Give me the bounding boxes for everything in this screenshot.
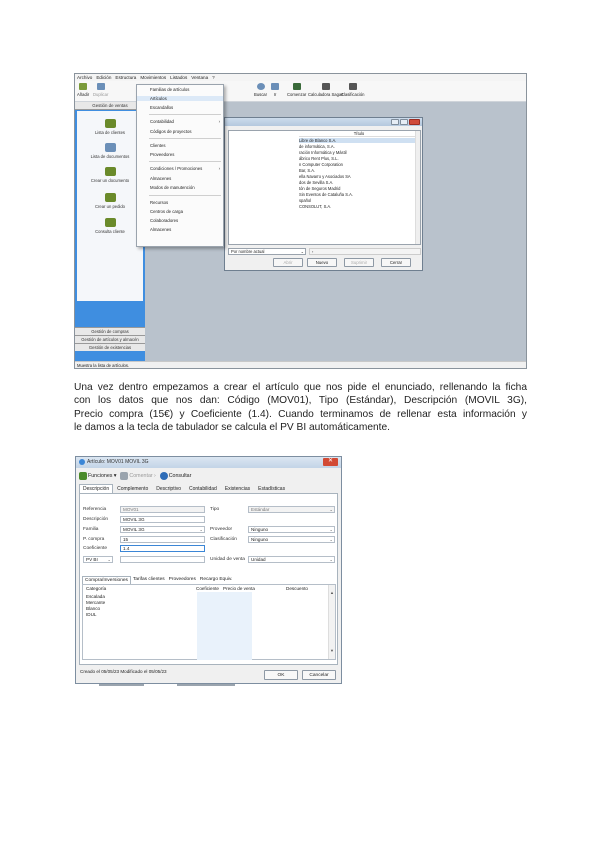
sidebar-item-create-document[interactable] (77, 167, 143, 183)
type-select-value: Estándar (251, 507, 270, 512)
page-icon (120, 472, 128, 480)
list-item[interactable]: tón de Seguros Madrid (299, 186, 341, 191)
sidebar-item-label: Consulta cliente (95, 229, 125, 234)
menu-archivo[interactable]: Archivo (77, 75, 93, 80)
list-item[interactable]: de informática, S.A. (299, 144, 335, 149)
documents-icon (105, 143, 116, 152)
purchase-price-field[interactable]: 15 (120, 536, 205, 543)
pvbi-field[interactable] (120, 556, 205, 563)
menu-item-collaborators[interactable]: Colaboradores (150, 218, 179, 223)
menu-listados[interactable]: Listados (170, 75, 188, 80)
grid-header-discount[interactable]: Descuento (286, 586, 308, 591)
new-button[interactable]: Nuevo (307, 258, 337, 267)
vertical-scrollbar[interactable] (415, 131, 420, 244)
sidebar-item-document-list[interactable] (77, 143, 143, 159)
delete-button[interactable]: Suprimir (344, 258, 374, 267)
table-row[interactable]: Escalada (86, 594, 105, 599)
instruction-paragraph (74, 381, 527, 435)
menu-separator (149, 114, 221, 115)
sidebar-item-client-list[interactable] (77, 119, 143, 135)
menu-separator (149, 161, 221, 162)
grid-column-highlight (197, 592, 252, 660)
tab-accounting[interactable]: Contabilidad (189, 486, 217, 492)
sidebar-item-label: Crear un pedido (94, 204, 126, 209)
calendar-icon (349, 83, 357, 90)
menu-item-accounting[interactable]: Contabilidad (150, 119, 174, 124)
status-bar: Muestra la lista de artículos. (75, 361, 526, 368)
family-select[interactable] (120, 526, 205, 533)
toolbar-search-button[interactable] (254, 83, 267, 97)
menu-item-load-centers[interactable]: Centros de carga (150, 209, 183, 214)
list-item[interactable]: Sin Eventos de Cataluña S.A. (299, 192, 353, 197)
menu-separator (149, 195, 221, 196)
menu-item-handling-modes[interactable]: Modos de manutención (150, 185, 195, 190)
toolbar-calculator-button[interactable] (308, 83, 343, 97)
ok-button[interactable]: OK (264, 670, 298, 680)
tab-stock[interactable]: Existencias (224, 486, 251, 492)
sidebar-section-stock[interactable]: Gestión de existencias (75, 343, 145, 351)
paragraph-line: Una vez dentro empezamos a crear el artículo que nos pide el enunciado, rellenando la ficha (74, 382, 527, 393)
toolbar-classification-button[interactable] (341, 83, 365, 97)
sidebar-item-label: Lista de clientes (94, 130, 126, 135)
toolbar-label: Funciones (88, 472, 113, 479)
scroll-up-icon[interactable]: ▲ (330, 590, 334, 595)
close-icon[interactable]: ✕ (323, 458, 338, 466)
list-item[interactable]: Bar, S.A. (299, 168, 316, 173)
description-field[interactable]: MOVIL 3G (120, 516, 205, 523)
paragraph-line: Precio compra (15€) y Coeficiente (1.4). Cuando terminamos de rellenar esta información y (74, 408, 527, 420)
globe-icon (160, 472, 168, 480)
open-button[interactable]: Abrir (273, 258, 303, 267)
menu-item-escandallos[interactable]: Escandallos (150, 105, 174, 110)
paragraph-line: con los datos que nos dan: Código (MOV01), Tipo (Estándar), Descripción (MOVIL 3G), (74, 395, 527, 407)
menu-separator (149, 138, 221, 139)
client-icon (105, 218, 116, 227)
consult-button[interactable] (160, 472, 192, 480)
toolbar-go-button[interactable] (271, 83, 279, 97)
order-icon (105, 193, 116, 202)
toolbar-start-button[interactable] (287, 83, 306, 97)
cancel-button[interactable]: Cancelar (302, 670, 336, 680)
pvbi-select[interactable] (83, 556, 113, 563)
pricing-grid (82, 584, 336, 660)
chevron-right-icon: › (153, 472, 156, 479)
sidebar-item-label: Crear un documento (90, 178, 130, 183)
client-list-dialog (224, 117, 423, 271)
tab-descriptive[interactable]: Descriptivo (156, 486, 181, 492)
menu-item-clients[interactable]: Clientes (150, 143, 166, 148)
close-button[interactable]: Cerrar (381, 258, 411, 267)
menu-item-project-codes[interactable]: Códigos de proyectos (150, 129, 192, 134)
chevron-left-icon: ‹ (312, 249, 314, 254)
invoice-icon (105, 119, 116, 128)
type-select[interactable] (248, 506, 335, 513)
table-row[interactable]: Mercante (86, 600, 106, 605)
estructura-dropdown-menu (136, 84, 224, 247)
functions-button[interactable] (79, 472, 116, 480)
list-item[interactable]: spañol (299, 198, 312, 203)
chevron-down-icon: ⌄ (329, 537, 333, 542)
calculator-icon (322, 83, 330, 90)
menu-item-warehouses-2[interactable]: Almacenes (150, 227, 172, 232)
new-document-icon (105, 167, 116, 176)
toolbar-add-button[interactable] (77, 83, 89, 97)
pricing-subtabs (82, 576, 234, 584)
toolbar-label: Consultar (168, 472, 192, 479)
menu-item-suppliers[interactable]: Proveedores (150, 152, 175, 157)
window-title-bar (76, 457, 341, 468)
list-item[interactable]: ella Navarro y Asociados SA (299, 174, 351, 179)
subtab-client-rates[interactable]: Tarifas clientes (132, 577, 165, 582)
search-icon (257, 83, 265, 90)
cropped-window-edge (99, 684, 239, 687)
purchase-price-label: P. compra (83, 537, 105, 542)
grid-header-sale-price[interactable]: Precio de venta (223, 586, 255, 591)
chevron-right-icon: › (218, 119, 220, 124)
description-label: Descripción (83, 517, 109, 522)
menu-edicion[interactable]: Edición (96, 75, 112, 80)
sidebar-section-sales[interactable]: Gestión de ventas (75, 102, 145, 110)
app-icon (79, 459, 85, 465)
coefficient-label: Coeficiente (83, 546, 107, 551)
navigation-sidebar (75, 102, 145, 369)
menu-item-resources[interactable]: Recursos (150, 200, 169, 205)
chevron-down-icon: ⌄ (107, 557, 111, 562)
close-icon[interactable] (409, 119, 420, 125)
menu-bar (75, 74, 526, 81)
toolbar-duplicate-button[interactable] (93, 83, 108, 97)
classification-label: Clasificación (210, 537, 237, 542)
menu-estructura[interactable]: Estructura (115, 75, 137, 80)
basket-icon (293, 83, 301, 90)
window-title: Artículo: MOV01 MOVIL 3G (87, 459, 149, 465)
menu-item-conditions-promotions[interactable]: Condiciones / Promociones (150, 166, 203, 171)
screenshot-software-main-window (74, 73, 527, 369)
list-item[interactable]: Libre de Blanco S.A. (299, 138, 417, 143)
sort-combo-value: Por nombre actual (231, 249, 265, 254)
toolbar-label: Clasificación (341, 92, 365, 97)
list-item[interactable]: ábrico Rent Plus, S.L. (299, 156, 339, 161)
table-row[interactable]: IDUL (86, 612, 97, 617)
sort-combo[interactable] (228, 248, 306, 255)
family-select-value: MOVIL 3G (123, 527, 145, 532)
reference-field[interactable]: MOV01 (120, 506, 205, 513)
horizontal-scrollbar[interactable] (309, 248, 421, 255)
chevron-down-icon: ⌄ (329, 527, 333, 532)
pvbi-select-value: PV BI (86, 557, 98, 562)
list-item[interactable]: CONSOLUT, S.A. (299, 204, 332, 209)
tab-statistics[interactable]: Estadísticas (258, 486, 286, 492)
minimize-icon[interactable] (391, 119, 399, 125)
supplier-select[interactable] (248, 526, 335, 533)
type-label: Tipo (210, 507, 220, 512)
supplier-select-value: Ninguno (251, 527, 269, 532)
copy-icon (97, 83, 105, 90)
record-dates: Creado el 05/05/23 Modificado el 05/05/23 (80, 669, 167, 674)
subtab-suppliers[interactable]: Proveedores (168, 577, 196, 582)
toolbar-label: Duplicar (93, 92, 109, 97)
grid-header-coefficient[interactable]: Coeficiente (196, 586, 219, 591)
list-item[interactable]: n Computer Corporation (299, 162, 343, 167)
sale-unit-select[interactable] (248, 556, 335, 563)
maximize-icon[interactable] (400, 119, 408, 125)
client-list (228, 130, 421, 245)
list-item[interactable]: dos de Sevilla S.A. (299, 180, 334, 185)
chevron-down-icon: ⌄ (199, 527, 203, 532)
table-row[interactable]: Blanco (86, 606, 101, 611)
chevron-down-icon: ▾ (113, 472, 117, 479)
article-toolbar (76, 469, 341, 482)
home-icon (79, 83, 87, 90)
toolbar-label: Ir (273, 92, 277, 97)
family-label: Familia (83, 527, 99, 532)
chevron-down-icon: ⌄ (300, 249, 304, 254)
article-tabs (79, 484, 289, 493)
toolbar-label: Comentar (129, 472, 153, 479)
toolbar-label: Buscar (254, 92, 268, 97)
chevron-right-icon: › (218, 166, 220, 171)
description-panel (79, 493, 338, 665)
menu-movimientos[interactable]: Movimientos (140, 75, 167, 80)
sidebar-item-create-order[interactable] (77, 193, 143, 209)
sidebar-item-client-query[interactable] (77, 218, 143, 234)
toolbar-label: Añadir (77, 92, 90, 97)
menu-ventana[interactable]: Ventana (191, 75, 209, 80)
scroll-down-icon[interactable]: ▼ (330, 648, 334, 653)
chevron-down-icon: ⌄ (329, 507, 333, 512)
reference-label: Referencia (83, 507, 107, 512)
tab-description[interactable]: Descripción (79, 484, 113, 493)
classification-select-value: Ninguno (251, 537, 269, 542)
sidebar-panel (77, 111, 143, 301)
menu-item-warehouses[interactable]: Almacenes (150, 176, 172, 181)
list-item[interactable]: ración Informática y Mástil (299, 150, 347, 155)
tab-complement[interactable]: Complemento (117, 486, 149, 492)
shield-icon (79, 472, 87, 480)
sidebar-section-purchases[interactable]: Gestión de compras (75, 327, 145, 335)
toolbar-label: Comenzar (287, 92, 307, 97)
chevron-down-icon: ⌄ (329, 557, 333, 562)
comment-button[interactable] (120, 472, 155, 480)
sidebar-item-label: Lista de documentos (90, 154, 130, 159)
sidebar-section-items-warehouse[interactable]: Gestión de artículos y almacén (75, 335, 145, 343)
column-header-title[interactable]: Título (299, 131, 419, 137)
screenshot-article-form-window (75, 456, 342, 684)
grid-header-category[interactable]: Categoría (86, 586, 107, 591)
dialog-title-bar (225, 118, 422, 126)
coefficient-field[interactable]: 1.4 (120, 545, 205, 552)
classification-select[interactable] (248, 536, 335, 543)
subtab-purchases[interactable]: Compra/Inversiones (82, 576, 131, 584)
paragraph-line: le damos a la tecla de tabulador se calcula el PV BI automáticamente. (74, 422, 390, 434)
subtab-surcharge[interactable]: Recargo Equiv. (199, 577, 233, 582)
sale-unit-label: Unidad de venta (210, 557, 245, 562)
sale-unit-select-value: Unidad (251, 557, 266, 562)
menu-help[interactable]: ? (212, 75, 215, 80)
menu-item-articles[interactable]: Artículos (137, 96, 223, 101)
toolbar-label: Calculadora Sagas (308, 92, 344, 97)
undo-icon (271, 83, 279, 90)
grid-scrollbar[interactable] (328, 585, 335, 659)
menu-item-item-families[interactable]: Familias de artículos (150, 87, 190, 92)
supplier-label: Proveedor (210, 527, 233, 532)
